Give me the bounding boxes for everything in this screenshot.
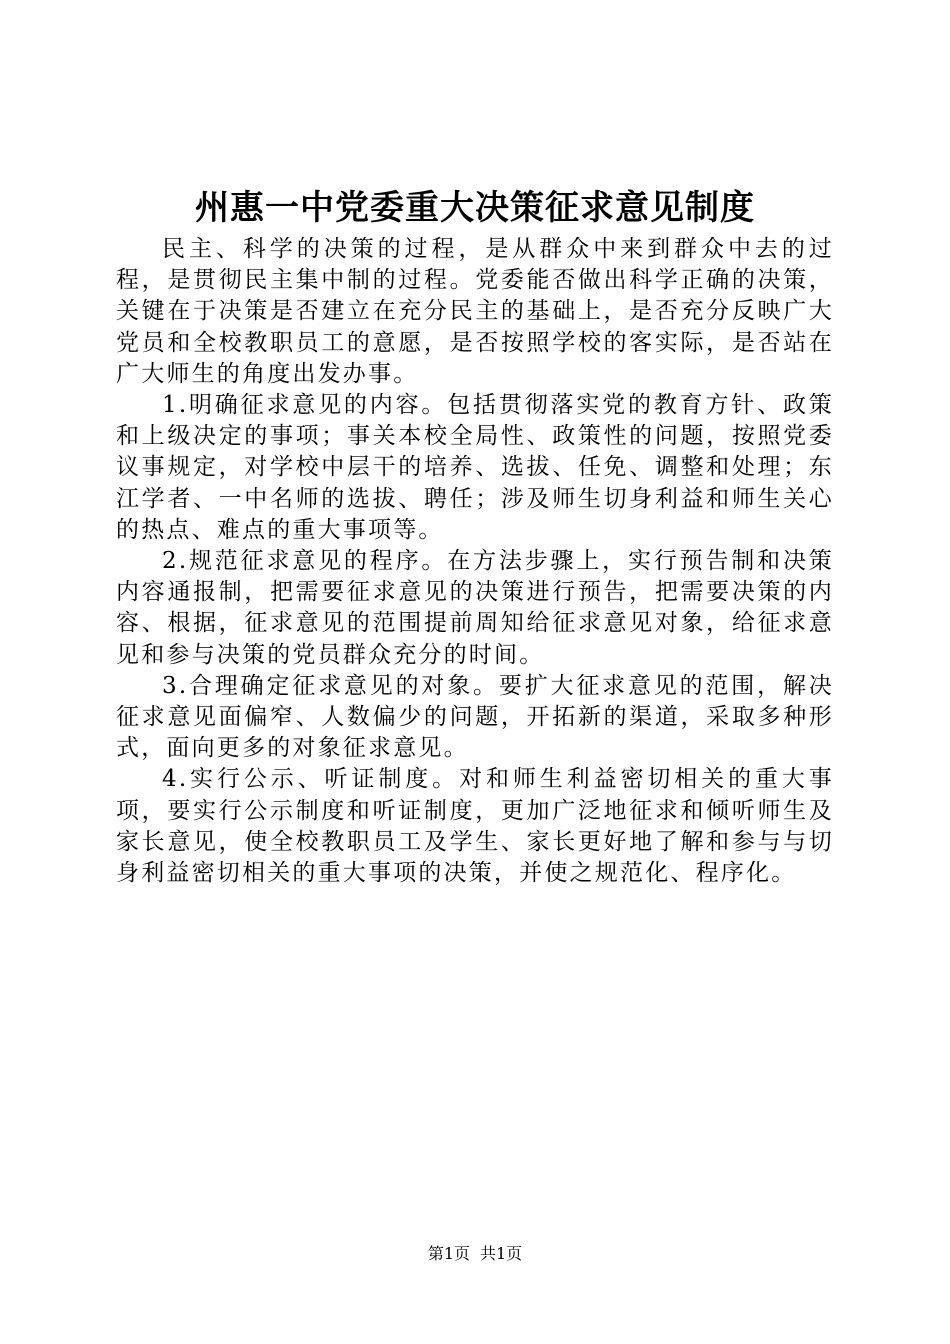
- page-footer: [0, 1243, 950, 1265]
- page-number-current: 第1页: [427, 1244, 470, 1263]
- page-number-total: 共1页: [480, 1244, 523, 1263]
- paragraph-intro: 民主、科学的决策的过程，是从群众中来到群众中去的过程，是贯彻民主集中制的过程。党委能否做出科学正确的决策，关键在于决策是否建立在充分民主的基础上，是否充分反映广大党员和全校教职员工的意愿，是否按照学校的客实际，是否站在广大师生的角度出发办事。: [116, 236, 834, 387]
- paragraph-item-1: 1.明确征求意见的内容。包括贯彻落实党的教育方针、政策和上级决定的事项；事关本校全局性、政策性的问题，按照党委议事规定，对学校中层干的培养、选拔、任免、调整和处理；东江学者、一中名师的选拔、聘任；涉及师生切身利益和师生关心的热点、难点的重大事项等。: [116, 392, 834, 543]
- paragraph-item-4: 4.实行公示、听证制度。对和师生利益密切相关的重大事项，要实行公示制度和听证制度，更加广泛地征求和倾听师生及家长意见，使全校教职员工及学生、家长更好地了解和参与与切身利益密切相关的重大事项的决策，并使之规范化、程序化。: [116, 766, 834, 887]
- document-title: 州惠一中党委重大决策征求意见制度: [195, 188, 755, 228]
- document-body: [116, 234, 834, 889]
- paragraph-item-3: 3.合理确定征求意见的对象。要扩大征求意见的范围，解决征求意见面偏窄、人数偏少的问题，开拓新的渠道，采取多种形式，面向更多的对象征求意见。: [116, 672, 834, 762]
- paragraph-item-2: 2.规范征求意见的程序。在方法步骤上，实行预告制和决策内容通报制，把需要征求意见的决策进行预告，把需要决策的内容、根据，征求意见的范围提前周知给征求意见对象，给征求意见和参与决策的党员群众充分的时间。: [116, 548, 834, 668]
